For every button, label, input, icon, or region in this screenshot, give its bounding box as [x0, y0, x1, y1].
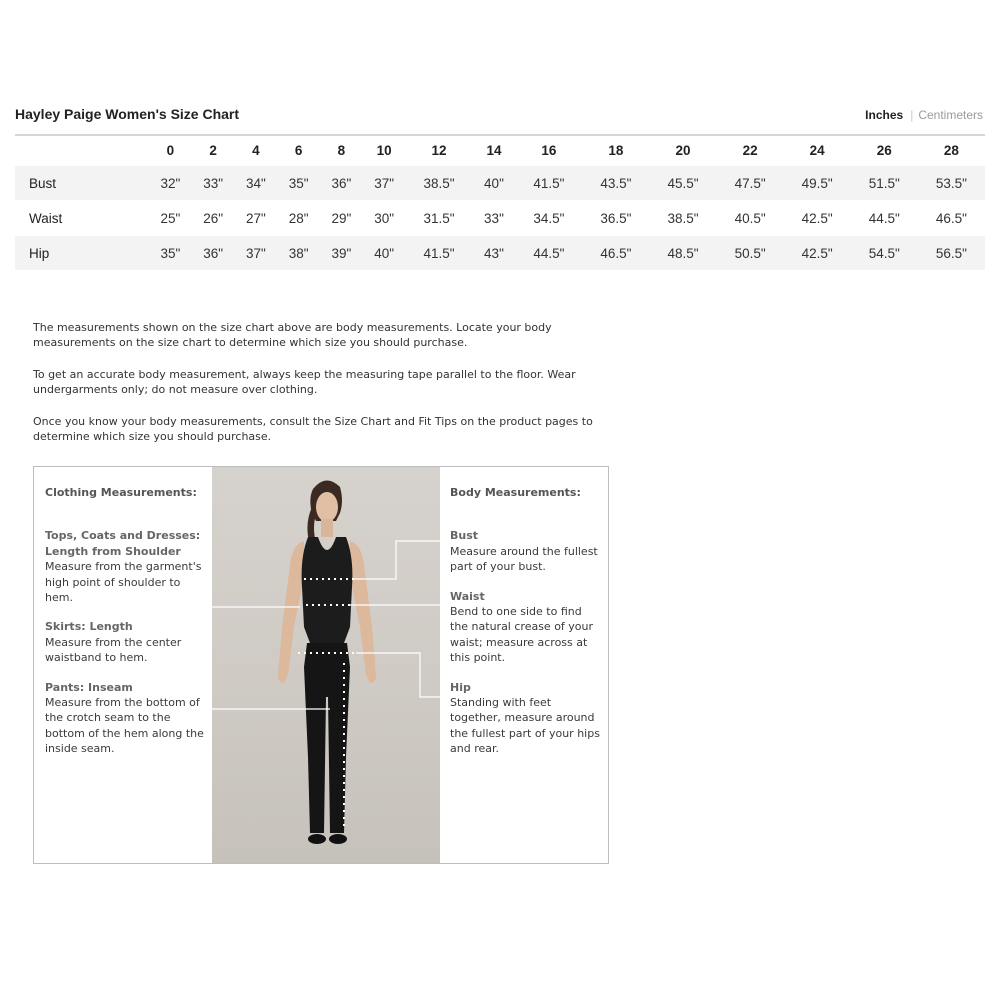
size-cell: 34": [235, 166, 278, 201]
size-cell: 26": [192, 201, 235, 236]
size-table: [15, 135, 985, 270]
size-col-header: 22: [742, 142, 758, 158]
size-cell: 35": [277, 166, 320, 201]
size-col-header: 12: [431, 142, 447, 158]
size-cell: 39": [320, 236, 363, 271]
size-cell: 25": [149, 201, 192, 236]
size-cell: 50.5": [717, 236, 784, 271]
size-cell: 45.5": [649, 166, 716, 201]
unit-toggle: [865, 108, 983, 122]
clothing-item-label: Pants: Inseam: [45, 680, 133, 694]
size-chart-header: [15, 100, 985, 136]
size-cell: 43": [473, 236, 516, 271]
size-cell: 44.5": [515, 236, 582, 271]
clothing-measurements: [45, 485, 205, 771]
model-left-shoe: [308, 834, 326, 844]
row-label: Waist: [15, 201, 149, 236]
size-cell: 48.5": [649, 236, 716, 271]
size-cell: 33": [192, 166, 235, 201]
size-cell: 37": [235, 236, 278, 271]
body-item-text: Bend to one side to find the natural crease of your waist; measure across at this point.: [450, 605, 594, 665]
size-cell: 40": [473, 166, 516, 201]
size-col-header: 24: [809, 142, 825, 158]
size-cell: 56.5": [918, 236, 985, 271]
inches-toggle[interactable]: Inches: [865, 108, 904, 122]
size-cell: 47.5": [717, 166, 784, 201]
body-item: [450, 528, 600, 574]
page-title: Hayley Paige Women's Size Chart: [15, 106, 240, 122]
size-cell: 29": [320, 201, 363, 236]
body-heading: Body Measurements:: [450, 486, 581, 499]
model-right-arm: [350, 541, 376, 683]
clothing-item-label: Tops, Coats and Dresses: Length from Shoulder: [45, 529, 201, 558]
size-col-header: 8: [337, 142, 346, 158]
size-cell: 41.5": [406, 236, 473, 271]
measurement-notes: [33, 320, 598, 460]
body-item-label: Hip: [450, 680, 471, 694]
size-row-waist: [15, 201, 985, 236]
size-cell: 30": [363, 201, 406, 236]
size-cell: 36": [320, 166, 363, 201]
size-col-header: 4: [252, 142, 260, 158]
size-cell: 38.5": [406, 166, 473, 201]
size-cell: 36": [192, 236, 235, 271]
model-neck: [321, 519, 333, 537]
clothing-item-label: Skirts: Length: [45, 620, 133, 634]
size-cell: 43.5": [582, 166, 649, 201]
model-tank-top: [302, 537, 353, 643]
size-cell: 38.5": [649, 201, 716, 236]
model-photo: [212, 467, 440, 863]
size-col-header: 28: [943, 142, 959, 158]
measurement-guide: [33, 466, 609, 864]
size-cell: 41.5": [515, 166, 582, 201]
note-paragraph: Once you know your body measurements, consult the Size Chart and Fit Tips on the product pages to determine which size you should purchase.: [33, 414, 593, 444]
body-item-label: Bust: [450, 529, 479, 543]
body-item-text: Standing with feet together, measure around the fullest part of your hips and rear.: [450, 696, 600, 756]
row-label: Bust: [15, 166, 149, 201]
size-col-header: 18: [608, 142, 624, 158]
size-cell: 54.5": [851, 236, 918, 271]
size-cell: 40": [363, 236, 406, 271]
size-cell: 42.5": [784, 236, 851, 271]
model-figure-illustration: [212, 467, 440, 863]
clothing-item: [45, 680, 205, 757]
note-paragraph: The measurements shown on the size chart above are body measurements. Locate your body measurements on the size chart to determine which size you should purchase.: [33, 321, 552, 350]
size-cell: 27": [235, 201, 278, 236]
size-cell: 28": [277, 201, 320, 236]
size-cell: 51.5": [851, 166, 918, 201]
size-cell: 46.5": [918, 201, 985, 236]
size-row-bust: [15, 166, 985, 201]
size-cell: 49.5": [784, 166, 851, 201]
size-cell: 53.5": [918, 166, 985, 201]
clothing-item: [45, 528, 205, 605]
centimeters-toggle[interactable]: Centimeters: [918, 108, 983, 122]
clothing-item: [45, 619, 205, 665]
body-item: [450, 589, 600, 666]
size-cell: 35": [149, 236, 192, 271]
size-header-empty: [15, 135, 149, 166]
size-header-row: [15, 135, 985, 166]
size-cell: 36.5": [582, 201, 649, 236]
unit-divider: |: [910, 108, 914, 122]
size-cell: 31.5": [406, 201, 473, 236]
size-col-header: 2: [209, 142, 217, 158]
size-col-header: 26: [876, 142, 892, 158]
note-paragraph: To get an accurate body measurement, always keep the measuring tape parallel to the floor. Wear undergarments only; do not measure over clothing.: [33, 367, 576, 397]
body-item-label: Waist: [450, 589, 485, 603]
clothing-item-text: Measure from the center waistband to hem.: [45, 635, 182, 665]
model-face: [316, 492, 338, 522]
size-cell: 46.5": [582, 236, 649, 271]
body-item-text: Measure around the fullest part of your bust.: [450, 544, 598, 574]
size-cell: 37": [363, 166, 406, 201]
size-col-header: 10: [376, 142, 392, 158]
size-col-header: 0: [166, 142, 175, 158]
size-col-header: 20: [675, 142, 691, 158]
size-col-header: 6: [294, 142, 303, 158]
row-label: Hip: [15, 236, 149, 271]
model-right-shoe: [329, 834, 347, 844]
size-cell: 32": [149, 166, 192, 201]
clothing-item-text: Measure from the garment's high point of shoulder to hem.: [45, 560, 202, 605]
size-cell: 33": [473, 201, 516, 236]
model-left-arm: [278, 541, 304, 683]
body-measurements: [450, 485, 600, 771]
body-item: [450, 680, 600, 757]
clothing-item-text: Measure from the bottom of the crotch seam to the bottom of the hem along the inside seam.: [45, 696, 204, 756]
size-row-hip: [15, 236, 985, 271]
size-cell: 34.5": [515, 201, 582, 236]
size-col-header: 14: [486, 142, 502, 158]
clothing-heading: Clothing Measurements:: [45, 486, 197, 499]
bust-leader: [354, 541, 440, 579]
size-cell: 40.5": [717, 201, 784, 236]
size-col-header: 16: [541, 142, 557, 158]
size-cell: 38": [277, 236, 320, 271]
size-cell: 42.5": [784, 201, 851, 236]
size-cell: 44.5": [851, 201, 918, 236]
